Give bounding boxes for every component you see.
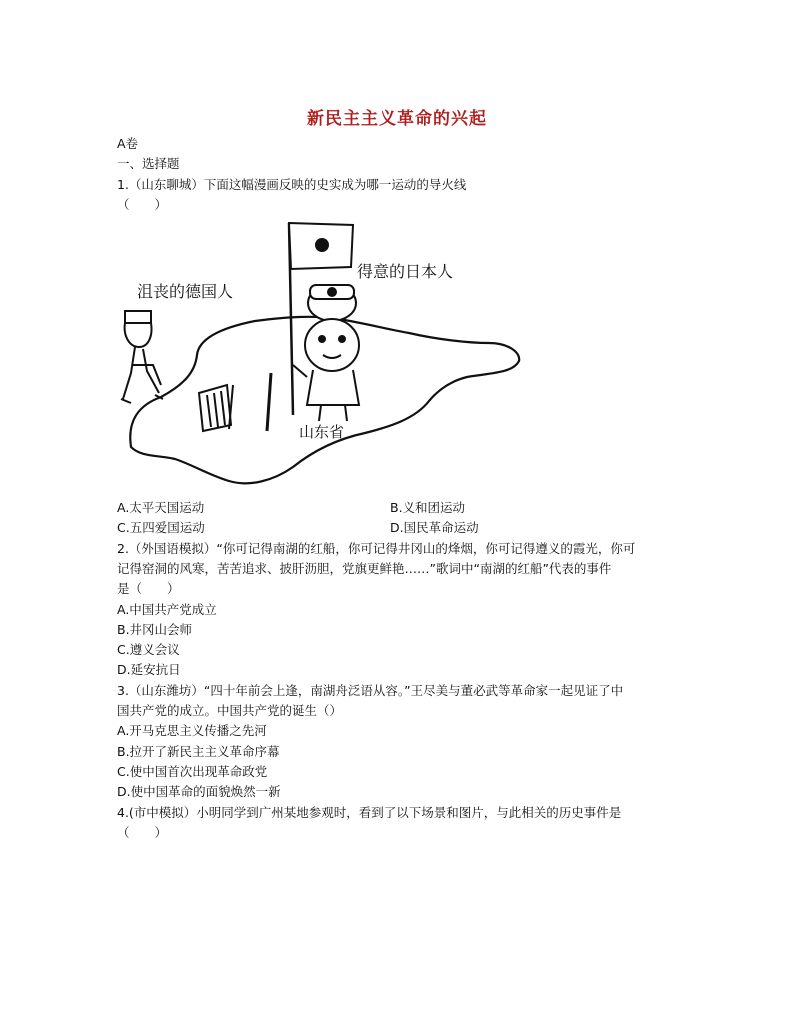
q2-line-3: 是（ ） xyxy=(117,581,180,596)
q4-line-2: （ ） xyxy=(117,825,168,840)
q2-option-c: C.遵义会议 xyxy=(117,642,180,657)
q3-option-a: A.开马克思主义传播之先河 xyxy=(117,723,267,738)
q1-stem: 1.（山东聊城）下面这幅漫画反映的史实成为哪一运动的导火线 xyxy=(117,177,467,192)
label-german: 沮丧的德国人 xyxy=(137,282,234,301)
q2-option-a: A.中国共产党成立 xyxy=(117,602,217,617)
q4-line-1: 4.(市中模拟）小明同学到广州某地参观时，看到了以下场景和图片，与此相关的历史事件是 xyxy=(117,805,622,820)
q2-option-b: B.井冈山会师 xyxy=(117,622,193,637)
q1-paren: （ ） xyxy=(117,197,168,212)
section-heading: 一、选择题 xyxy=(117,156,180,171)
volume-label: A卷 xyxy=(117,136,139,151)
japanese-figure xyxy=(293,285,359,421)
page-title: 新民主主义革命的兴起 xyxy=(307,109,487,129)
q3-line-1: 3.（山东潍坊）“四十年前会上逢，南湖舟泛语从容。”王尽美与董必武等革命家一起见证了中 xyxy=(117,683,624,698)
q1-option-b: B.义和团运动 xyxy=(390,500,466,515)
q1-option-a: A.太平天国运动 xyxy=(117,500,205,515)
q1-option-c: C.五四爱国运动 xyxy=(117,520,205,535)
german-flag-icon xyxy=(199,373,271,431)
q2-line-2: 记得窑洞的风寒，苦苦追求、披肝沥胆，党旗更鲜艳……”歌词中“南湖的红船”代表的事件 xyxy=(117,561,612,576)
q2-line-1: 2.（外国语模拟）“你可记得南湖的红船，你可记得井冈山的烽烟，你可记得遵义的霞光，你可 xyxy=(117,541,636,556)
q3-line-2: 国共产党的成立。中国共产党的诞生（） xyxy=(117,703,343,718)
q3-option-b: B.拉开了新民主主义革命序幕 xyxy=(117,744,280,759)
label-province: 山东省 xyxy=(299,423,345,441)
label-japanese: 得意的日本人 xyxy=(357,262,454,281)
q3-option-d: D.使中国革命的面貌焕然一新 xyxy=(117,784,281,799)
q3-option-c: C.使中国首次出现革命政党 xyxy=(117,764,268,779)
q2-option-d: D.延安抗日 xyxy=(117,662,181,677)
q1-option-d: D.国民革命运动 xyxy=(390,520,479,535)
q1-cartoon xyxy=(117,215,529,495)
german-figure xyxy=(121,311,163,403)
